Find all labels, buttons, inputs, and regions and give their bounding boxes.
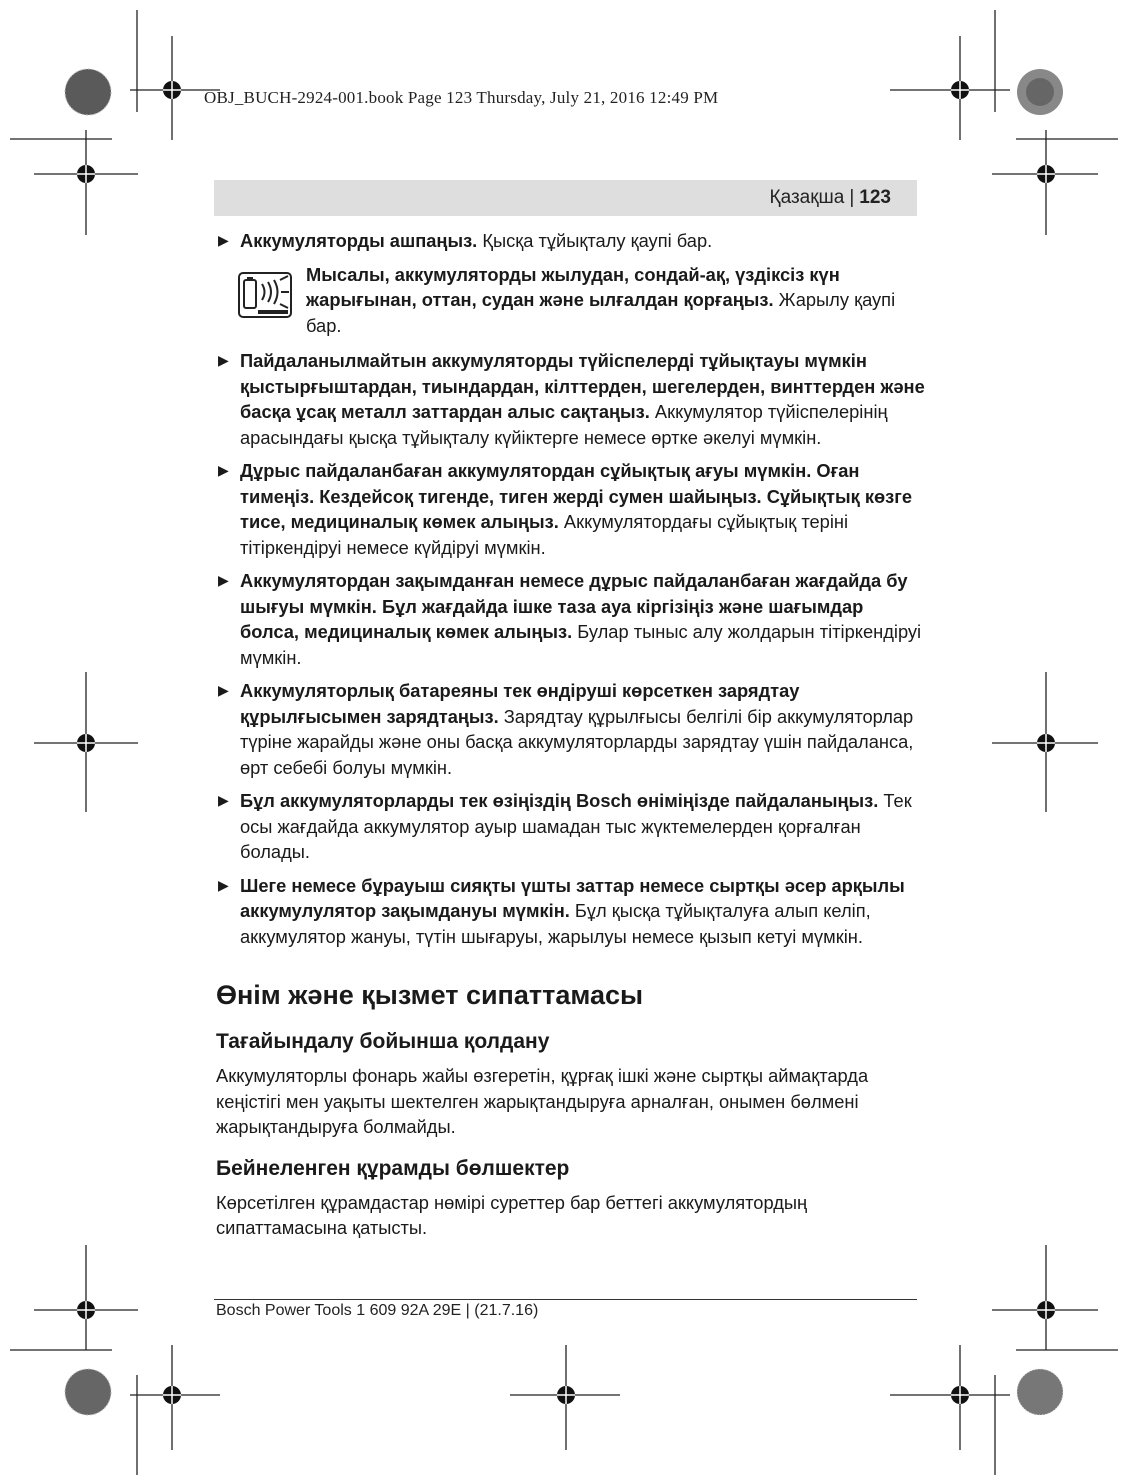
bullet-arrow-icon: ▶ [218, 462, 229, 478]
warning-text: Зарядтау құрылғысы белгілі бір аккумуляторлар түріне жарайды және оны басқа аккумуляторларды зарядтау үшін пайдаланса, өрт себебі болуы мүмкін. [240, 705, 914, 778]
warning-item [216, 458, 926, 560]
warning-item [216, 873, 926, 950]
subsection-title: Бейнеленген құрамды бөлшектер [216, 1156, 570, 1180]
warning-text: Тек осы жағдайда аккумулятор ауыр шамадан тыс жүктемелерден қорғалған болады. [240, 790, 912, 862]
page-number: 123 [859, 187, 891, 208]
warning-bold: Аккумулятордан зақымданған немесе дұрыс пайдаланбаған жағдайда бу шығуы мүмкін. Бұл жағдайда ішке таза ауа кіргізіңіз және шағымдар болса, медициналық көмек алыңыз. [240, 570, 908, 642]
bullet-arrow-icon: ▶ [218, 792, 229, 808]
page-header-band [214, 180, 917, 216]
warning-item-with-icon [216, 262, 926, 339]
warning-bold: Аккумуляторды ашпаңыз. [240, 230, 478, 251]
warning-item [216, 678, 926, 780]
subsection-text: Аккумуляторлы фонарь жайы өзгеретін, құрғақ ішкі және сыртқы аймақтарда кеңістігі мен уақыты шектелген жарықтандыруға арналған, онымен бөлмені жарықтандыруға болмайды. [216, 1065, 869, 1137]
page-footer: Bosch Power Tools 1 609 92A 29E | (21.7.16) [216, 1302, 539, 1319]
warning-item [216, 568, 926, 670]
warning-bold: Аккумуляторлық батареяны тек өндіруші көрсеткен зарядтау құрылғысымен зарядтаңыз. [240, 680, 800, 727]
warning-item [216, 348, 926, 450]
header-separator: | [849, 187, 855, 208]
warning-text: Аккумулятор түйіспелерінің арасындағы қысқа тұйықталу күйіктерге немесе өртке әкелуі мүмкін. [240, 401, 888, 448]
warning-bold: Пайдаланылмайтын аккумуляторды түйіспелерді тұйықтауы мүмкін қыстырғыштардан, тиындардан, кілттерден, шегелерден, винттерден және басқа ұсақ металл заттардан алыс сақтаңыз. [240, 350, 925, 422]
footer-rule [214, 1299, 917, 1300]
warning-text: Қысқа тұйықталу қаупі бар. [477, 230, 713, 251]
warning-item [216, 228, 926, 254]
warning-bold: Шеге немесе бұрауыш сияқты үшты заттар немесе сыртқы әсер арқылы аккумулулятор зақымдануы мүмкін. [240, 874, 905, 921]
subsection-title: Тағайындалу бойынша қолдану [216, 1030, 550, 1053]
warning-text: Жарылу қаупі бар. [306, 289, 896, 336]
bullet-arrow-icon: ▶ [218, 352, 229, 368]
bullet-arrow-icon: ▶ [218, 682, 229, 698]
warning-text: Бұл қысқа тұйықталуға алып келіп, аккумулятор жануы, түтін шығаруы, жарылуы немесе қызып кетуі мүмкін. [240, 900, 871, 947]
section-title: Өнім және қызмет сипаттамасы [216, 980, 644, 1010]
page-content [216, 228, 926, 1241]
subsection-text: Көрсетілген құрамдастар нөмірі суреттер бар беттегі аккумулятордың сипаттамасына қатысты. [216, 1191, 808, 1238]
warning-bold: Бұл аккумуляторларды тек өзіңіздің Bosch өніміңізде пайдаланыңыз. [240, 790, 879, 811]
warning-item [216, 788, 926, 865]
page-header [770, 187, 891, 209]
warning-text: Булар тыныс алу жолдарын тітіркендіруі мүмкін. [240, 621, 922, 668]
header-language: Қазақша [769, 187, 845, 208]
bullet-arrow-icon: ▶ [218, 572, 229, 588]
bullet-arrow-icon: ▶ [218, 876, 229, 893]
print-slug-line: OBJ_BUCH-2924-001.book Page 123 Thursday, July 21, 2016 12:49 PM [204, 88, 719, 107]
warning-text: Аккумулятордағы сұйықтық теріні тітіркендіруі немесе күйдіруі мүмкін. [240, 511, 849, 558]
warning-bold: Дұрыс пайдаланбаған аккумулятордан сұйықтық ағуы мүмкін. Оған тимеңіз. Кездейсоқ тигенде, тиген жерді сумен шайыңыз. Сұйықтық көзге тисе, медициналық көмек алыңыз. [240, 460, 913, 532]
warning-bold: Мысалы, аккумуляторды жылудан, сондай-ақ, үздіксіз күн жарығынан, оттан, судан және ылғалдан қорғаңыз. [306, 263, 840, 310]
heat-sun-protection-icon [238, 272, 292, 318]
bullet-arrow-icon: ▶ [218, 232, 229, 248]
